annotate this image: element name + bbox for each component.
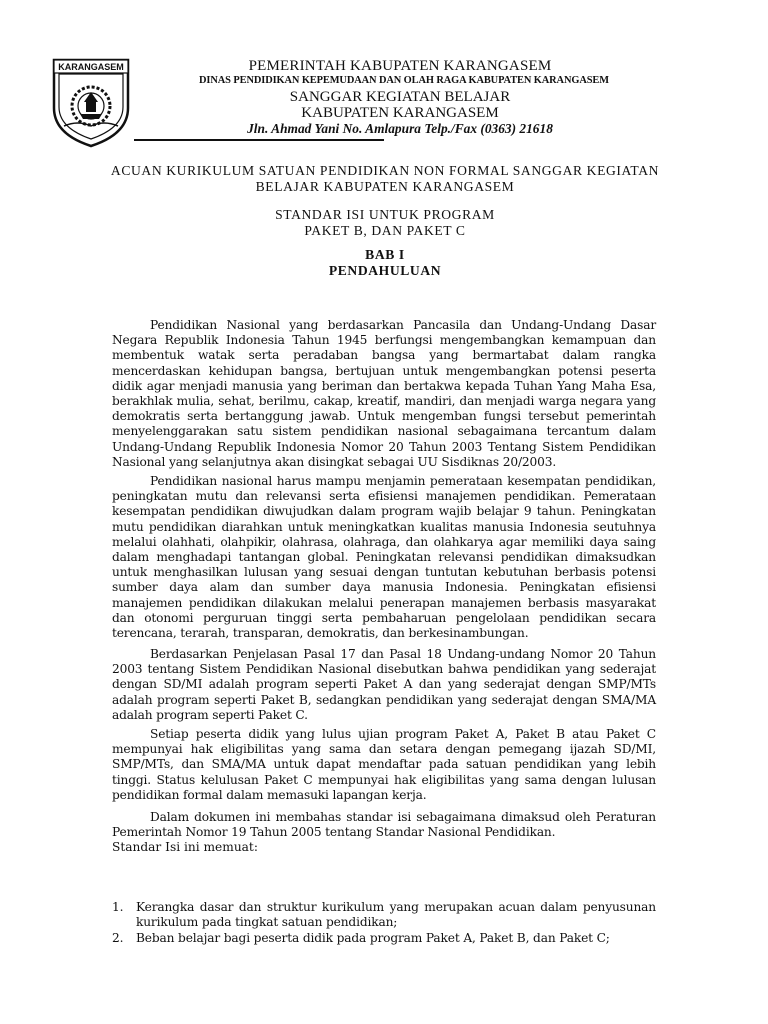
list-item-text: Kerangka dasar dan struktur kurikulum yang merupakan acuan dalam penyusunan kurikulum pada tingkat satuan pendidikan;: [136, 900, 656, 930]
paragraph-2: Pendidikan nasional harus mampu menjamin pemerataan kesempatan pendidikan, peningkatan mutu dan relevansi serta efisiensi manajemen pendidikan. Pemerataan kesempatan pendidikan diwujudkan dalam program wajib belajar 9 tahun. Peningkatan mutu pendidikan diarahkan untuk meningkatkan kualitas manusia Indonesia seutuhnya melalui olahhati, olahpikir, olahrasa, olahraga, dan olahkarya agar memiliki daya saing dalam menghadapi tantangan global. Peningkatan relevansi pendidikan dimaksudkan untuk menghasilkan lulusan yang sesuai dengan tuntutan kebutuhan berbasis potensi sumber daya alam dan sumber daya manusia Indonesia. Peningkatan efisiensi manajemen pendidikan dilakukan melalui penerapan manajemen berbasis masyarakat dan otonomi perguruan tinggi serta pembaharuan pengelolaan pendidikan secara terencana, terarah, transparan, demokratis, dan berkesinambungan.: [112, 474, 656, 641]
chapter-heading: [80, 247, 690, 279]
letterhead-department: DINAS PENDIDIKAN KEPEMUDAAN DAN OLAH RAGA KABUPATEN KARANGASEM: [199, 75, 609, 86]
list-item: [112, 900, 656, 930]
list-lead-text: Standar Isi ini memuat:: [112, 840, 258, 854]
karangasem-emblem-logo: [50, 56, 132, 148]
paragraph-5: Dalam dokumen ini membahas standar isi sebagaimana dimaksud oleh Peraturan Pemerintah Nomor 19 Tahun 2005 tentang Standar Nasional Pendidikan.: [112, 810, 656, 840]
document-subtitle: STANDAR ISI UNTUK PROGRAM PAKET B, DAN PAKET C: [275, 207, 495, 238]
letterhead-regency: KABUPATEN KARANGASEM: [301, 105, 499, 121]
chapter-title: PENDAHULUAN: [328, 263, 442, 278]
letterhead-rule: [134, 139, 384, 141]
paragraph-3: Berdasarkan Penjelasan Pasal 17 dan Pasal 18 Undang-undang Nomor 20 Tahun 2003 tentang Sistem Pendidikan Nasional disebutkan bahwa pendidikan yang sederajat dengan SD/MI adalah program seperti Paket A dan yang sederajat dengan SMP/MTs adalah program seperti Paket B, sedangkan pendidikan yang sederajat dengan SMA/MA adalah program seperti Paket C.: [112, 647, 656, 722]
letterhead-address: Jln. Ahmad Yani No. Amlapura Telp./Fax (0363) 21618: [247, 121, 553, 136]
paragraph-4: Setiap peserta didik yang lulus ujian program Paket A, Paket B atau Paket C mempunyai hak eligibilitas yang sama dan setara dengan pemegang ijazah SD/MI, SMP/MTs, dan SMA/MA untuk dapat mendaftar pada satuan pendidikan yang lebih tinggi. Status kelulusan Paket C mempunyai hak eligibilitas yang sama dengan lulusan pendidikan formal dalam memasuki lapangan kerja.: [112, 727, 656, 802]
list-item: [112, 931, 656, 946]
letterhead-government: PEMERINTAH KABUPATEN KARANGASEM: [248, 58, 552, 74]
contents-list: [112, 900, 656, 948]
document-main-title: ACUAN KURIKULUM SATUAN PENDIDIKAN NON FORMAL SANGGAR KEGIATAN BELAJAR KABUPATEN KARANGASEM: [110, 163, 660, 194]
list-item-text: Beban belajar bagi peserta didik pada program Paket A, Paket B, dan Paket C;: [136, 931, 610, 946]
list-item-number: 1.: [112, 900, 124, 914]
chapter-number: BAB I: [365, 247, 405, 262]
letterhead-institution: SANGGAR KEGIATAN BELAJAR: [289, 89, 511, 105]
logo-text: KARANGASEM: [58, 62, 124, 72]
list-item-number: 2.: [112, 931, 124, 946]
paragraph-1: Pendidikan Nasional yang berdasarkan Pancasila dan Undang-Undang Dasar Negara Republik Indonesia Tahun 1945 berfungsi mengembangkan kemampuan dan membentuk watak serta peradaban bangsa yang bermartabat dalam rangka mencerdaskan kehidupan bangsa, bertujuan untuk mengembangkan potensi peserta didik agar menjadi manusia yang beriman dan bertakwa kepada Tuhan Yang Maha Esa, berakhlak mulia, sehat, berilmu, cakap, kreatif, mandiri, dan menjadi warga negara yang demokratis serta bertanggung jawab. Untuk mengemban fungsi tersebut pemerintah menyelenggarakan satu sistem pendidikan nasional sebagaimana tercantum dalam Undang-Undang Republik Indonesia Nomor 20 Tahun 2003 Tentang Sistem Pendidikan Nasional yang selanjutnya akan disingkat sebagai UU Sisdiknas 20/2003.: [112, 318, 656, 469]
